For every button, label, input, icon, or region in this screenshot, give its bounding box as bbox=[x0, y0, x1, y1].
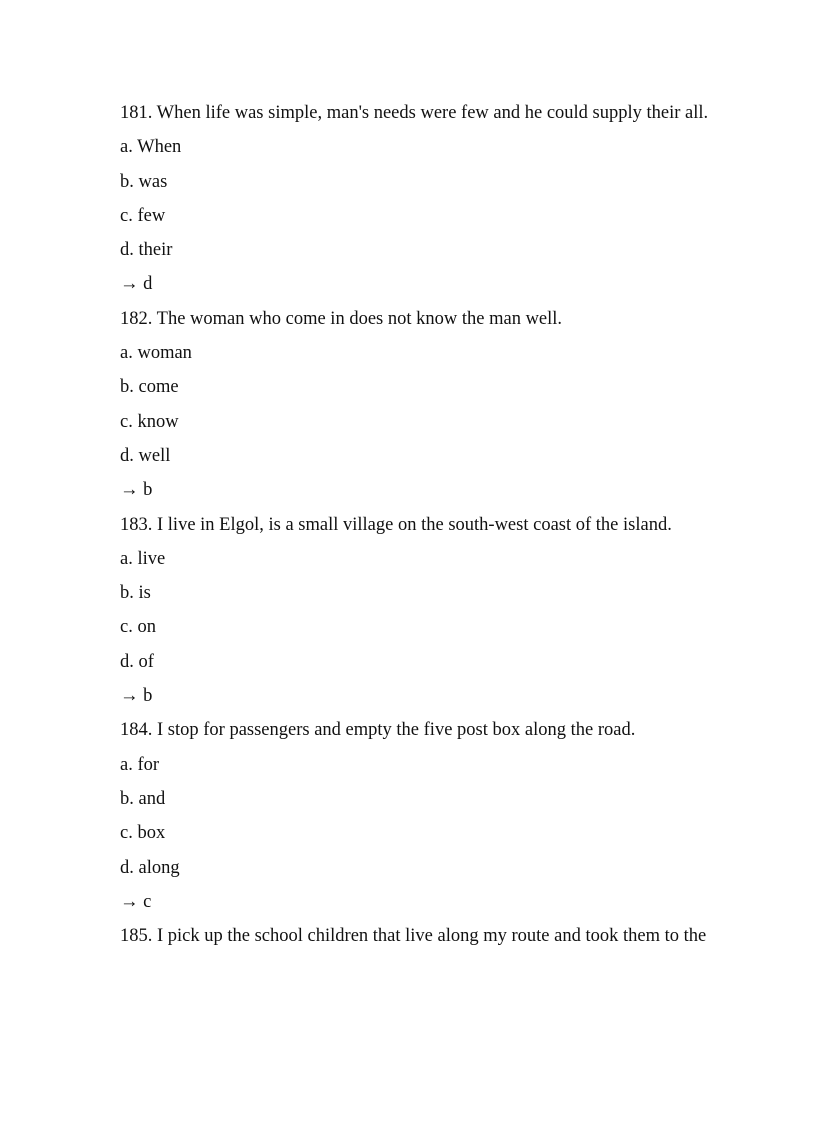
question-stem: 185. I pick up the school children that live along my route and took them to the bbox=[120, 926, 707, 947]
question-181 bbox=[120, 96, 710, 302]
option-d: d. well bbox=[120, 445, 171, 466]
answer-key: → d bbox=[120, 274, 153, 295]
question-stem: 181. When life was simple, man's needs were few and he could supply their all. bbox=[120, 103, 709, 123]
option-a: a. for bbox=[120, 754, 160, 775]
question-184 bbox=[120, 713, 710, 919]
question-185 bbox=[120, 919, 710, 953]
question-stem: 182. The woman who come in does not know the man well. bbox=[120, 308, 563, 329]
question-stem: 183. I live in Elgol, is a small village on the south-west coast of the island. bbox=[120, 514, 672, 535]
question-182 bbox=[120, 302, 710, 508]
answer-key: → c bbox=[120, 891, 152, 912]
document-page bbox=[120, 96, 710, 953]
option-d: d. along bbox=[120, 857, 180, 878]
question-stem: 184. I stop for passengers and empty the five post box along the road. bbox=[120, 720, 636, 741]
answer-key: → b bbox=[120, 686, 153, 707]
option-b: b. was bbox=[120, 171, 168, 192]
option-d: d. of bbox=[120, 651, 154, 672]
option-d: d. their bbox=[120, 240, 173, 261]
option-a: a. live bbox=[120, 548, 166, 569]
option-a: a. woman bbox=[120, 343, 192, 364]
option-c: c. few bbox=[120, 205, 166, 226]
option-b: b. and bbox=[120, 788, 166, 809]
question-183 bbox=[120, 508, 710, 714]
answer-key: → b bbox=[120, 480, 153, 501]
option-c: c. on bbox=[120, 617, 156, 638]
option-b: b. come bbox=[120, 377, 179, 398]
option-b: b. is bbox=[120, 583, 151, 604]
option-c: c. box bbox=[120, 823, 166, 844]
option-c: c. know bbox=[120, 411, 179, 432]
option-a: a. When bbox=[120, 137, 182, 158]
